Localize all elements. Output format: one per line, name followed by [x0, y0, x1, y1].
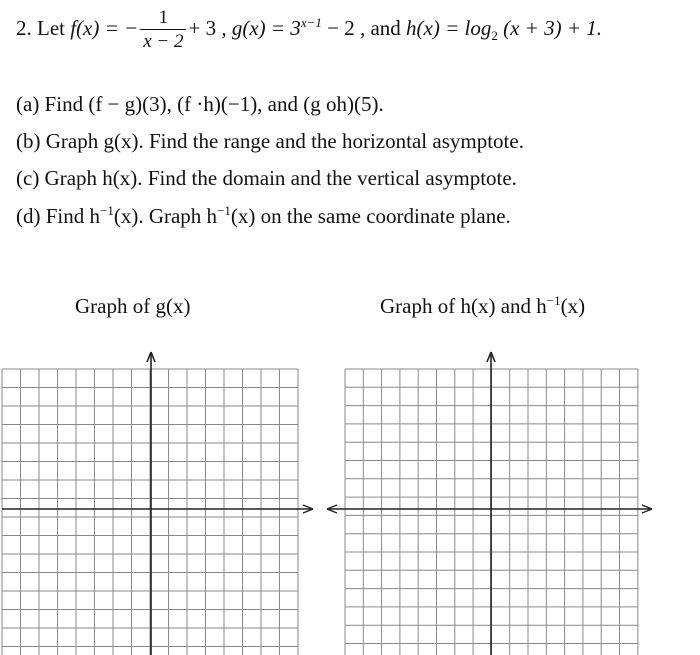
right-title-pre: Graph of h(x) and h [380, 294, 547, 318]
part-d-mid: (x). Graph h [113, 204, 218, 228]
part-d-post: (x) on the same coordinate plane. [230, 204, 511, 228]
part-d-inverse-1: −1 [100, 203, 114, 218]
f-numerator: 1 [140, 7, 186, 30]
g-exponent: x−1 [300, 15, 322, 30]
part-a: (a) Find (f − g)(3), (f ·h)(−1), and (g oh)(5). [16, 92, 384, 116]
right-title-inverse: −1 [546, 293, 561, 308]
left-graph-title: Graph of g(x) [75, 294, 191, 318]
g-definition-lhs: g(x) = 3 [231, 16, 301, 40]
right-title-post: (x) [560, 294, 586, 318]
h-definition-tail: (x + 3) + 1. [503, 16, 602, 40]
f-denominator: x − 2 [143, 30, 184, 52]
part-b: (b) Graph g(x). Find the range and the horizontal asymptote. [16, 129, 524, 153]
part-d-inverse-2: −1 [217, 203, 231, 218]
and-word: and [370, 16, 401, 40]
part-c: (c) Graph h(x). Find the domain and the vertical asymptote. [16, 166, 517, 190]
h-log-base: 2 [491, 28, 498, 44]
f-definition-lhs: f(x) = − [70, 16, 139, 40]
g-definition-tail: − 2 , [327, 16, 366, 40]
part-d-pre: (d) Find h [16, 204, 100, 228]
let-word: Let [37, 16, 65, 40]
problem-number: 2. [16, 16, 32, 40]
f-definition-tail: + 3 , [188, 16, 227, 40]
h-definition-lhs: h(x) = log [406, 16, 492, 40]
